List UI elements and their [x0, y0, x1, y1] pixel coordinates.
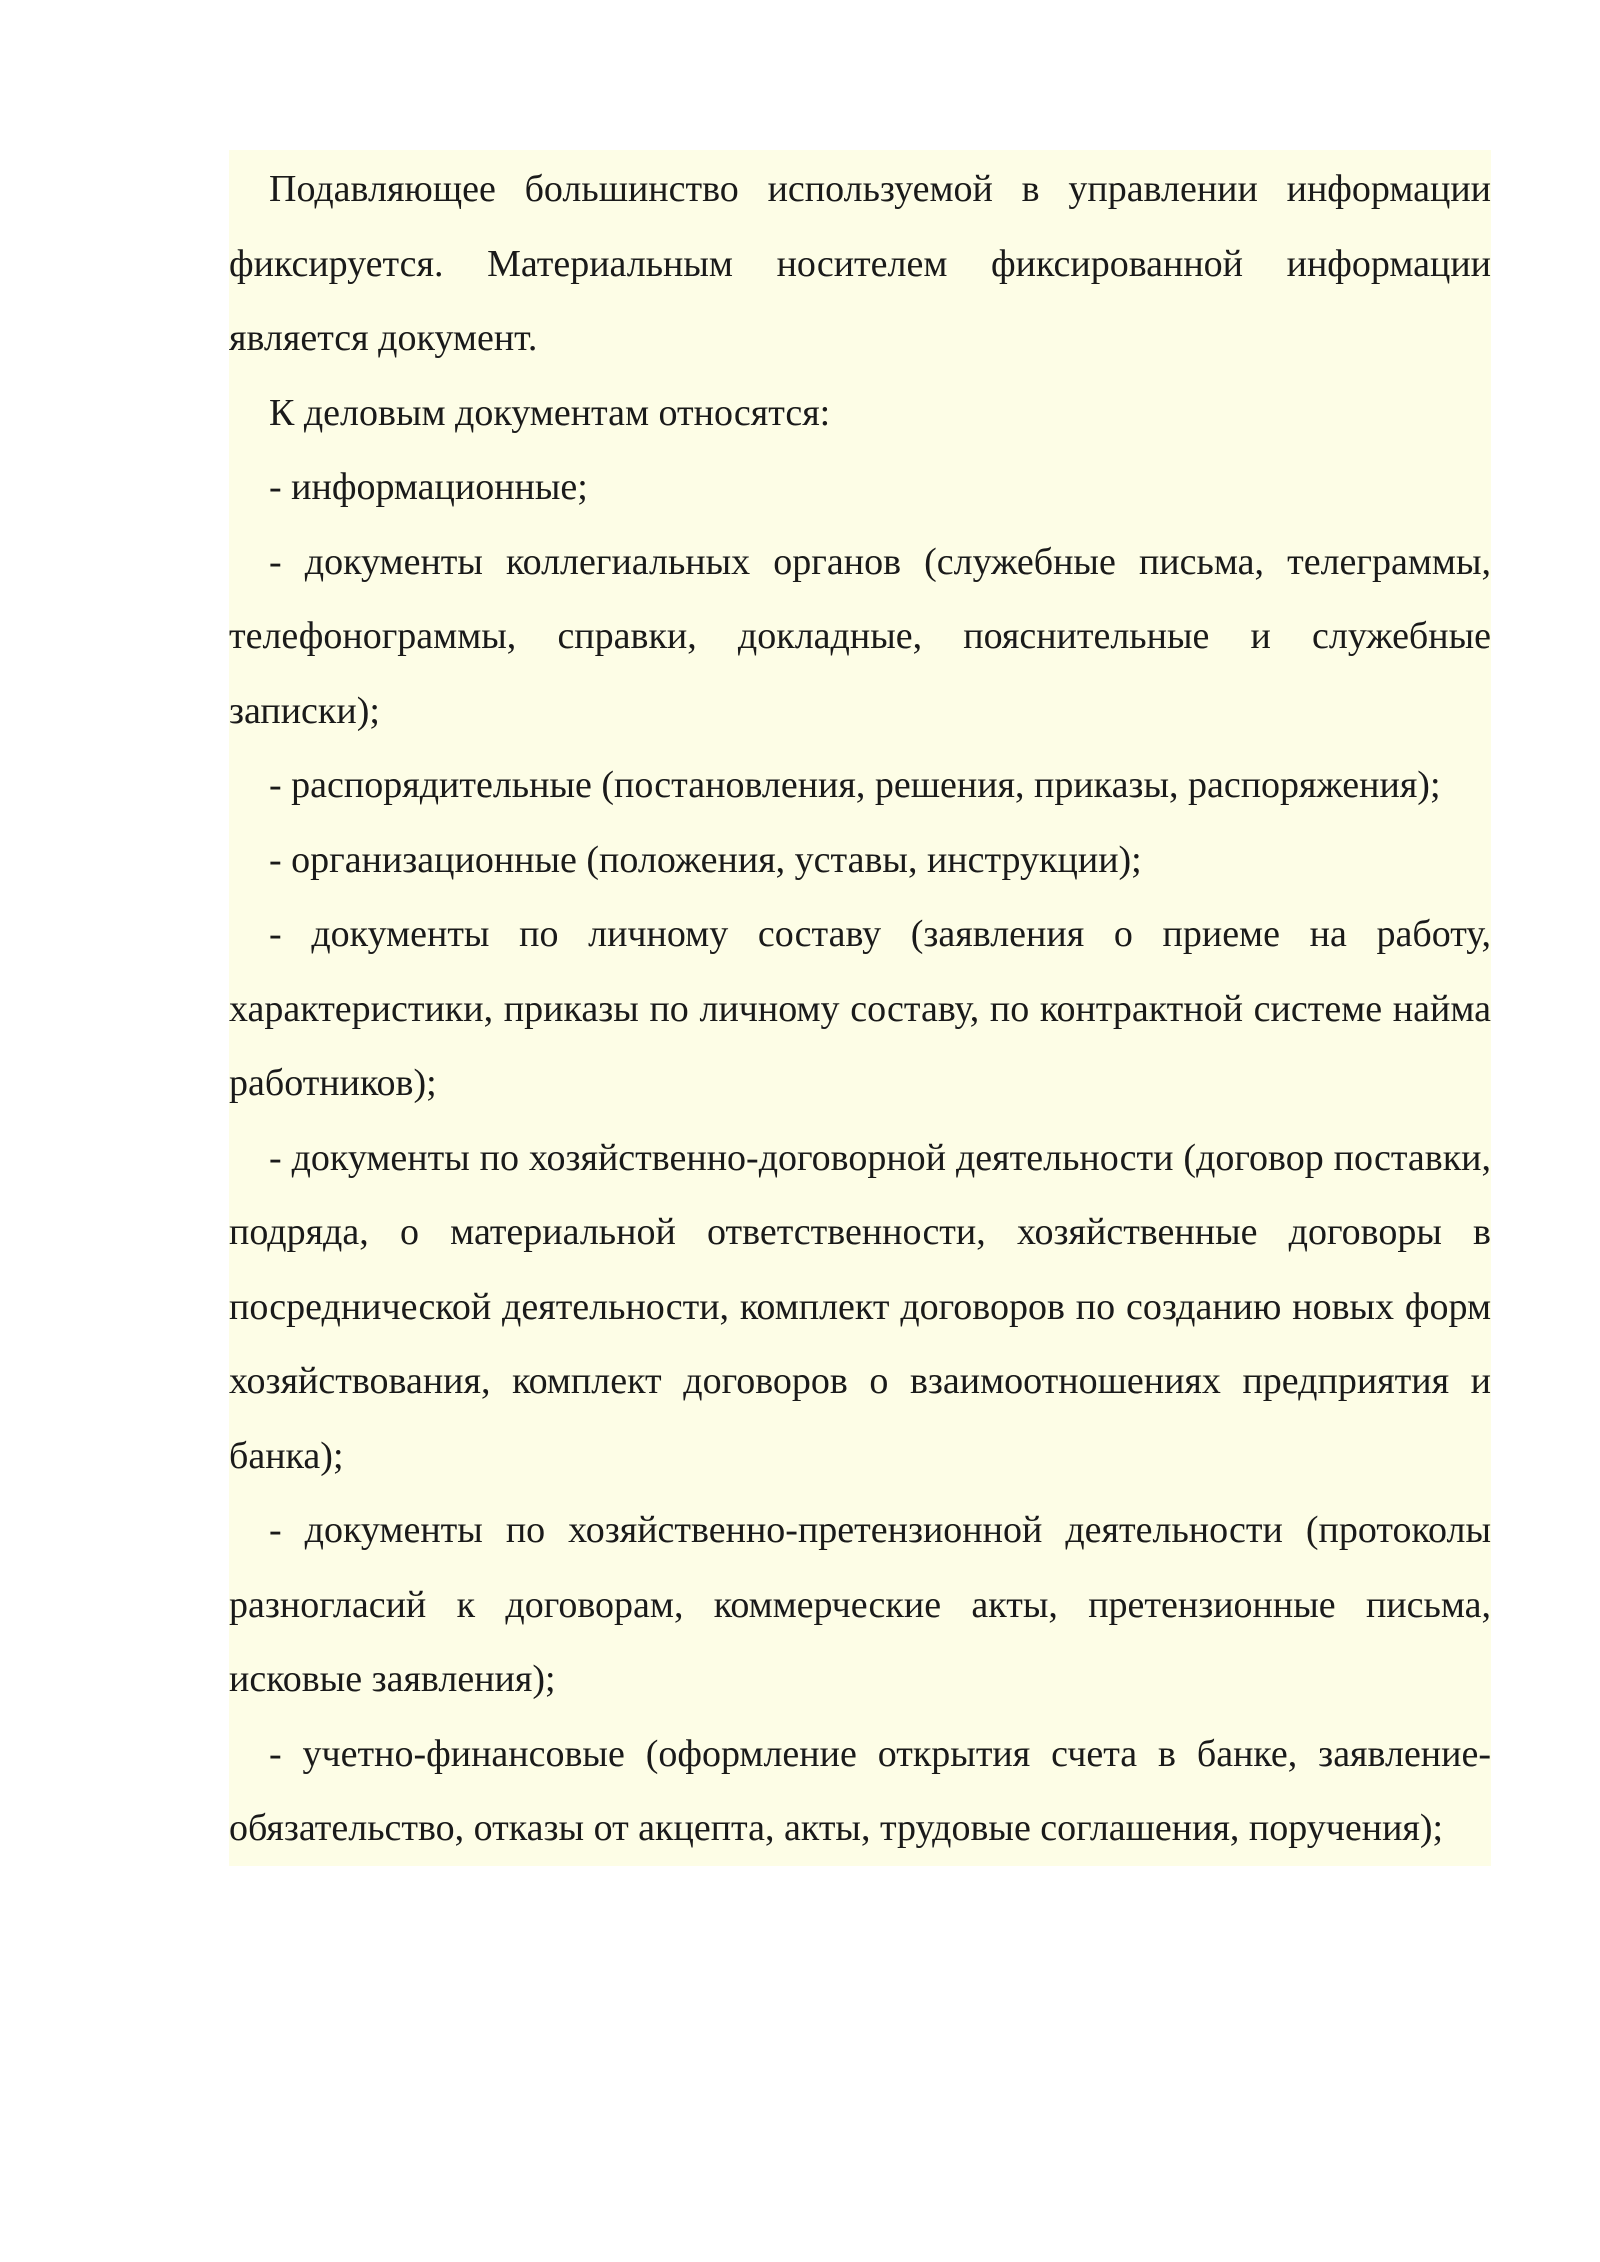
list-item-contractual: - документы по хозяйственно-договорной деятельности (договор поставки, подряда, о материальной ответственности, хозяйственные договоры в посреднической деятельности, комплект договоров по созданию новых форм хозяйствования, комплект договоров о взаимоотношениях предприятия и банка); — [229, 1136, 1491, 1477]
paragraph-list-heading: К деловым документам относятся: — [269, 391, 831, 434]
list-item-collegial-bodies: - документы коллегиальных органов (служебные письма, телеграммы, телефонограммы, справки, докладные, пояснительные и служебные записки); — [229, 540, 1491, 732]
list-item-accounting-financial: - учетно-финансовые (оформление открытия счета в банке, заявление-обязательство, отказы от акцепта, акты, трудовые соглашения, поручения); — [229, 1732, 1491, 1849]
list-item-personnel: - документы по личному составу (заявления о приеме на работу, характеристики, приказы по личному составу, по контрактной системе найма работников); — [229, 913, 1491, 1104]
list-item-organizational: - организационные (положения, уставы, инструкции); — [269, 838, 1142, 881]
document-body — [229, 150, 1491, 1866]
list-item-claims: - документы по хозяйственно-претензионной деятельности (протоколы разногласий к договорам, коммерческие акты, претензионные письма, исковые заявления); — [229, 1509, 1491, 1700]
list-item-administrative: - распорядительные (постановления, решения, приказы, распоряжения); — [269, 764, 1441, 806]
paragraph-intro: Подавляющее большинство используемой в управлении информации фиксируется. Материальным носителем фиксированной информации является документ. — [229, 168, 1491, 359]
list-item-informational: - информационные; — [269, 466, 588, 508]
